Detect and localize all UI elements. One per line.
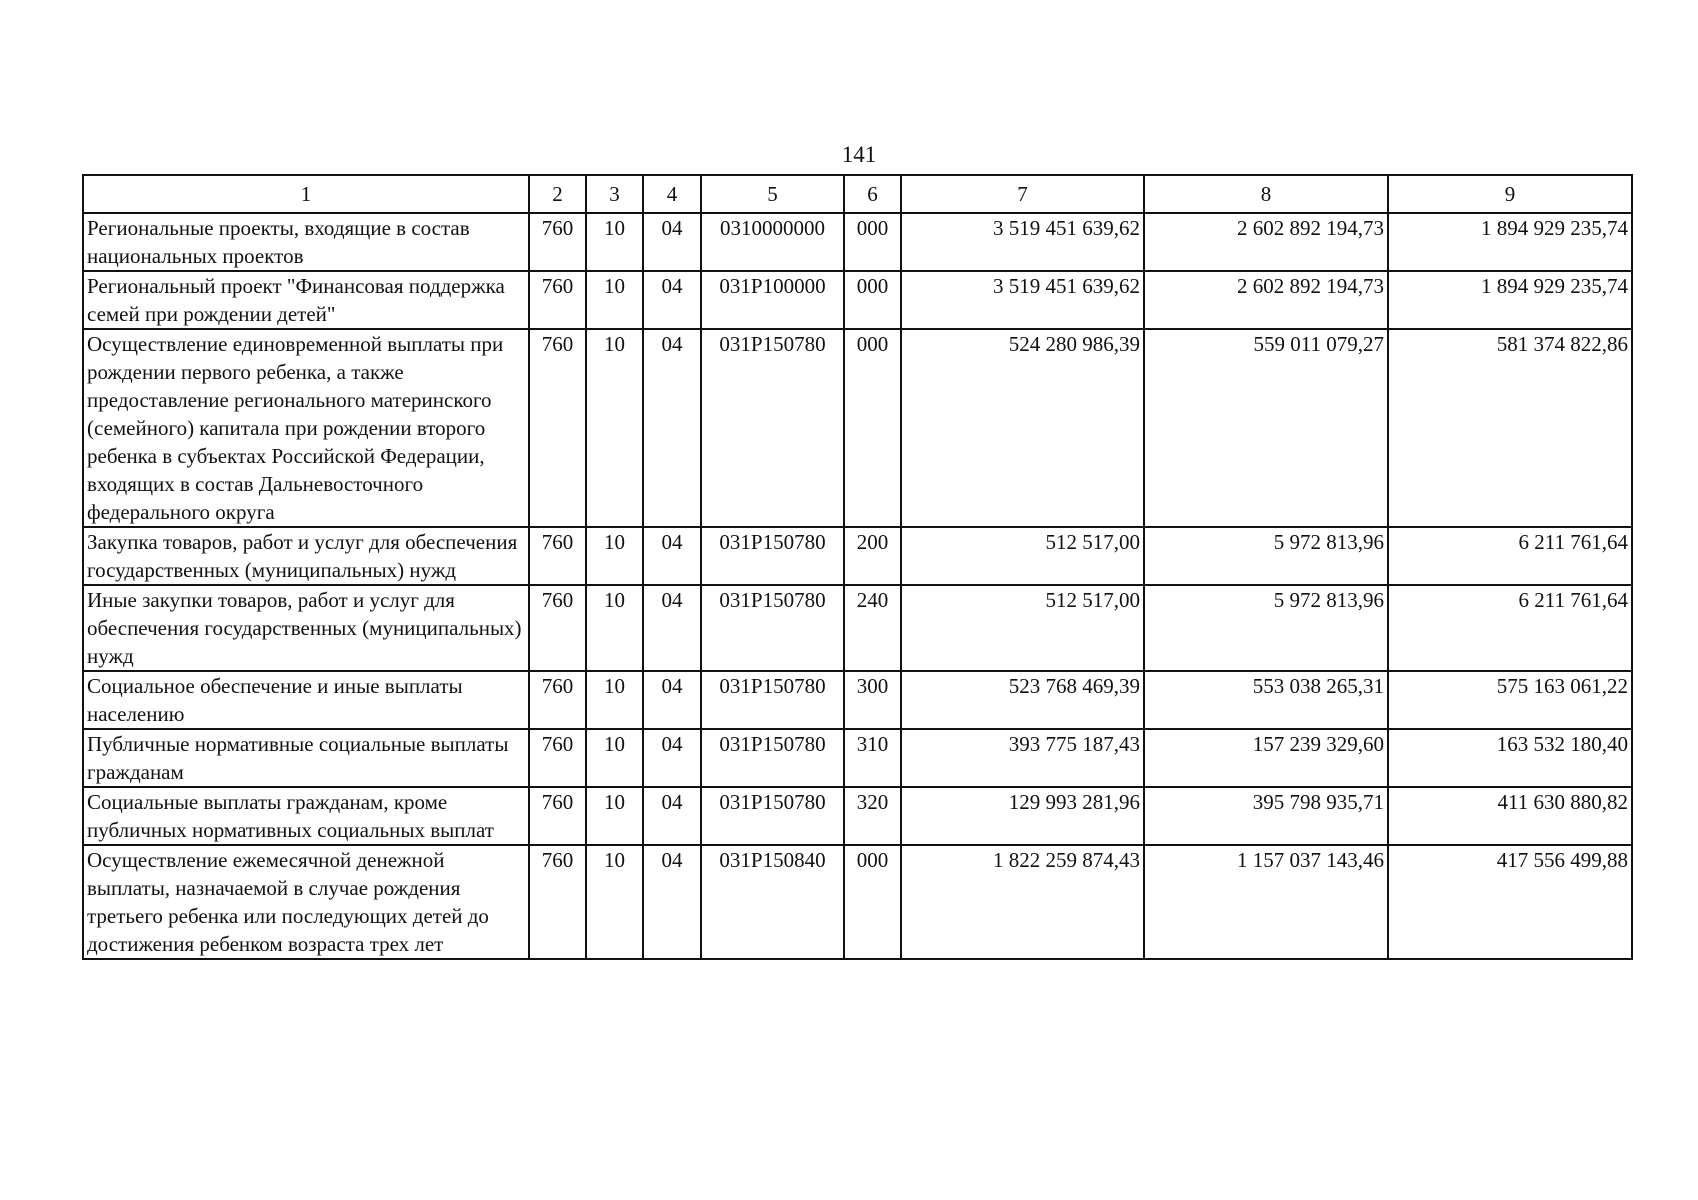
row-name: Осуществление единовременной выплаты при рождении первого ребенка, а также предоставление регионального материнского (семейного) капитала при рождении второго ребенка в субъектах Российской Федерации, входящих в состав Дальневосточного федерального округа [83, 329, 529, 527]
cell-col8: 553 038 265,31 [1144, 671, 1388, 729]
column-header: 1 [83, 175, 529, 213]
table-row [83, 213, 1632, 271]
table-header-row [83, 175, 1632, 213]
cell-col2: 760 [529, 787, 586, 845]
cell-col8: 559 011 079,27 [1144, 329, 1388, 527]
column-header: 5 [701, 175, 844, 213]
cell-col5: 031P150780 [701, 329, 844, 527]
table-row [83, 329, 1632, 527]
table-row [83, 271, 1632, 329]
cell-col4: 04 [643, 213, 701, 271]
cell-col6: 000 [844, 213, 901, 271]
cell-col8: 1 157 037 143,46 [1144, 845, 1388, 959]
cell-col6: 000 [844, 845, 901, 959]
cell-col5: 031P150780 [701, 729, 844, 787]
cell-col7: 3 519 451 639,62 [901, 213, 1144, 271]
cell-col7: 393 775 187,43 [901, 729, 1144, 787]
cell-col2: 760 [529, 729, 586, 787]
cell-col6: 320 [844, 787, 901, 845]
table-row [83, 671, 1632, 729]
column-header: 3 [586, 175, 643, 213]
cell-col2: 760 [529, 213, 586, 271]
cell-col4: 04 [643, 329, 701, 527]
cell-col9: 581 374 822,86 [1388, 329, 1632, 527]
cell-col8: 2 602 892 194,73 [1144, 213, 1388, 271]
cell-col2: 760 [529, 671, 586, 729]
cell-col8: 2 602 892 194,73 [1144, 271, 1388, 329]
cell-col6: 240 [844, 585, 901, 671]
cell-col7: 129 993 281,96 [901, 787, 1144, 845]
column-header: 4 [643, 175, 701, 213]
cell-col9: 1 894 929 235,74 [1388, 213, 1632, 271]
cell-col3: 10 [586, 585, 643, 671]
column-header: 7 [901, 175, 1144, 213]
row-name: Региональный проект "Финансовая поддержка семей при рождении детей" [83, 271, 529, 329]
cell-col7: 3 519 451 639,62 [901, 271, 1144, 329]
cell-col9: 575 163 061,22 [1388, 671, 1632, 729]
cell-col5: 031P150780 [701, 585, 844, 671]
page-number: 141 [841, 142, 877, 167]
cell-col2: 760 [529, 585, 586, 671]
cell-col3: 10 [586, 845, 643, 959]
cell-col2: 760 [529, 329, 586, 527]
table-row [83, 787, 1632, 845]
cell-col7: 523 768 469,39 [901, 671, 1144, 729]
cell-col3: 10 [586, 213, 643, 271]
cell-col9: 417 556 499,88 [1388, 845, 1632, 959]
column-header: 8 [1144, 175, 1388, 213]
cell-col7: 512 517,00 [901, 585, 1144, 671]
cell-col4: 04 [643, 787, 701, 845]
table-row [83, 845, 1632, 959]
cell-col4: 04 [643, 585, 701, 671]
cell-col8: 395 798 935,71 [1144, 787, 1388, 845]
cell-col8: 157 239 329,60 [1144, 729, 1388, 787]
row-name: Социальное обеспечение и иные выплаты населению [83, 671, 529, 729]
cell-col3: 10 [586, 729, 643, 787]
cell-col7: 1 822 259 874,43 [901, 845, 1144, 959]
cell-col4: 04 [643, 271, 701, 329]
row-name: Публичные нормативные социальные выплаты гражданам [83, 729, 529, 787]
cell-col9: 6 211 761,64 [1388, 527, 1632, 585]
cell-col5: 031P150780 [701, 671, 844, 729]
column-header: 2 [529, 175, 586, 213]
column-header: 9 [1388, 175, 1632, 213]
cell-col4: 04 [643, 729, 701, 787]
table-row [83, 527, 1632, 585]
cell-col3: 10 [586, 787, 643, 845]
cell-col3: 10 [586, 527, 643, 585]
cell-col3: 10 [586, 271, 643, 329]
cell-col4: 04 [643, 845, 701, 959]
cell-col9: 411 630 880,82 [1388, 787, 1632, 845]
cell-col2: 760 [529, 527, 586, 585]
cell-col4: 04 [643, 527, 701, 585]
row-name: Закупка товаров, работ и услуг для обеспечения государственных (муниципальных) нужд [83, 527, 529, 585]
cell-col6: 300 [844, 671, 901, 729]
cell-col3: 10 [586, 671, 643, 729]
cell-col6: 200 [844, 527, 901, 585]
cell-col2: 760 [529, 845, 586, 959]
budget-table [82, 174, 1633, 960]
cell-col5: 031P150780 [701, 527, 844, 585]
cell-col5: 031P150780 [701, 787, 844, 845]
cell-col6: 310 [844, 729, 901, 787]
cell-col7: 524 280 986,39 [901, 329, 1144, 527]
cell-col5: 031P100000 [701, 271, 844, 329]
table-row [83, 585, 1632, 671]
cell-col8: 5 972 813,96 [1144, 527, 1388, 585]
cell-col9: 163 532 180,40 [1388, 729, 1632, 787]
cell-col2: 760 [529, 271, 586, 329]
row-name: Региональные проекты, входящие в состав национальных проектов [83, 213, 529, 271]
cell-col9: 6 211 761,64 [1388, 585, 1632, 671]
column-header: 6 [844, 175, 901, 213]
table-row [83, 729, 1632, 787]
cell-col9: 1 894 929 235,74 [1388, 271, 1632, 329]
cell-col5: 031P150840 [701, 845, 844, 959]
row-name: Осуществление ежемесячной денежной выплаты, назначаемой в случае рождения третьего ребенка или последующих детей до достижения ребенком возраста трех лет [83, 845, 529, 959]
cell-col6: 000 [844, 329, 901, 527]
row-name: Иные закупки товаров, работ и услуг для обеспечения государственных (муниципальных) нужд [83, 585, 529, 671]
cell-col3: 10 [586, 329, 643, 527]
cell-col8: 5 972 813,96 [1144, 585, 1388, 671]
cell-col4: 04 [643, 671, 701, 729]
cell-col5: 0310000000 [701, 213, 844, 271]
cell-col6: 000 [844, 271, 901, 329]
row-name: Социальные выплаты гражданам, кроме публичных нормативных социальных выплат [83, 787, 529, 845]
cell-col7: 512 517,00 [901, 527, 1144, 585]
